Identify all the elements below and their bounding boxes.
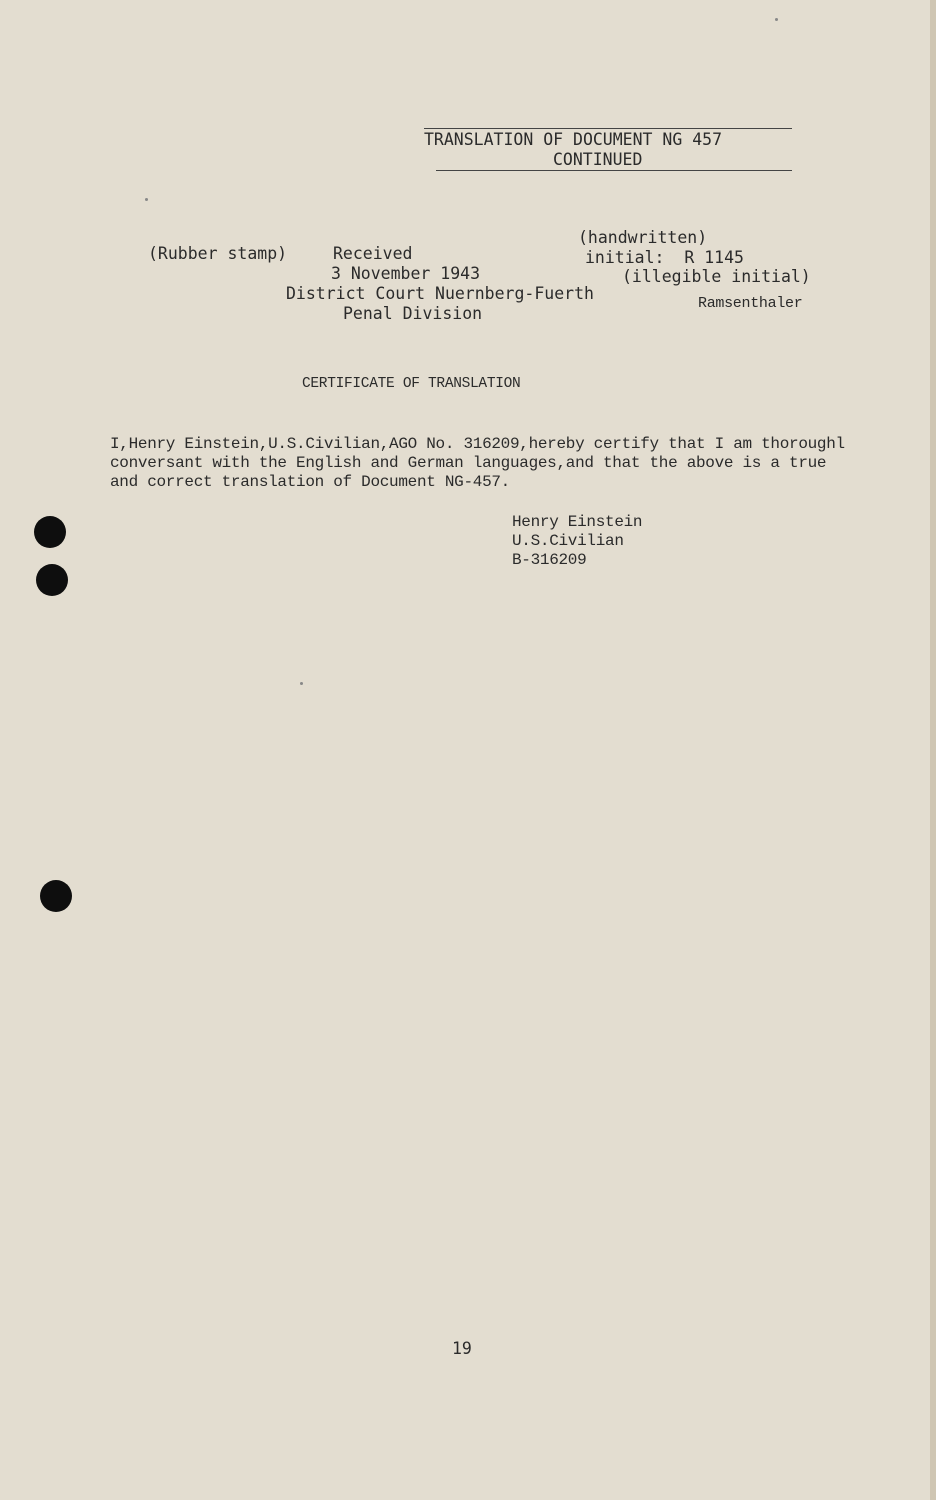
handwritten-initial: initial: R 1145 <box>585 248 744 267</box>
handwritten-label: (handwritten) <box>578 228 708 247</box>
punch-hole <box>40 880 72 912</box>
stamp-division: Penal Division <box>343 304 483 323</box>
handwritten-name: Ramsenthaler <box>698 295 803 312</box>
punch-hole <box>34 516 66 548</box>
document-title: TRANSLATION OF DOCUMENT NG 457 <box>424 130 723 149</box>
certificate-line-1: I,Henry Einstein,U.S.Civilian,AGO No. 316209,hereby certify that I am thoroughl <box>110 435 845 453</box>
punch-hole <box>36 564 68 596</box>
handwritten-illegible: (illegible initial) <box>622 267 811 286</box>
stamp-label: (Rubber stamp) <box>148 244 288 263</box>
paper-speck <box>300 682 303 685</box>
certificate-line-2: conversant with the English and German languages,and that the above is a true <box>110 454 827 472</box>
document-subtitle: CONTINUED <box>553 150 643 169</box>
paper-speck <box>775 18 778 21</box>
stamp-court: District Court Nuernberg-Fuerth <box>286 284 594 303</box>
stamp-received: Received <box>333 244 413 263</box>
page-edge <box>930 0 936 1500</box>
certificate-line-3: and correct translation of Document NG-457. <box>110 473 510 491</box>
header-bottom-rule <box>436 170 792 171</box>
signature-title: U.S.Civilian <box>512 532 624 550</box>
header-top-rule <box>424 128 792 129</box>
signature-name: Henry Einstein <box>512 513 643 531</box>
signature-number: B-316209 <box>512 551 587 569</box>
certificate-heading: CERTIFICATE OF TRANSLATION <box>302 376 521 392</box>
paper-speck <box>145 198 148 201</box>
stamp-date: 3 November 1943 <box>331 264 481 283</box>
page-number: 19 <box>452 1339 472 1358</box>
